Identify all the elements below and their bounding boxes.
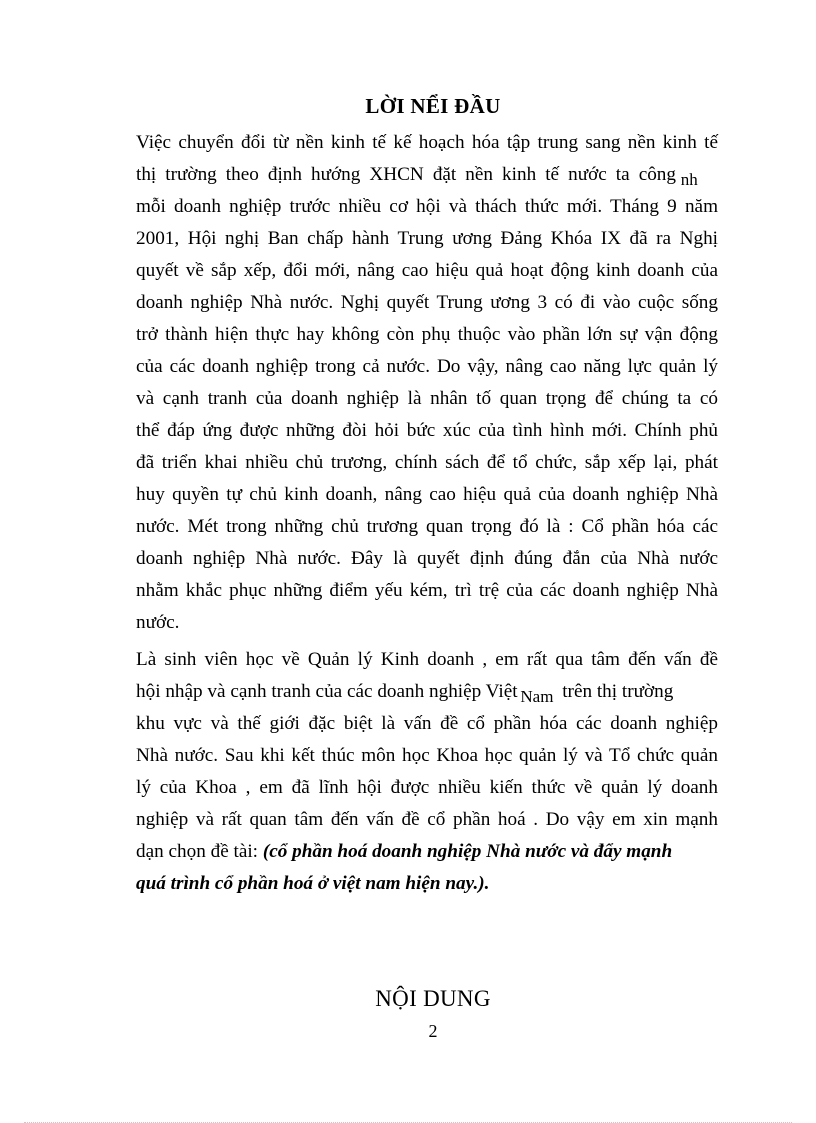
text-line [136, 840, 718, 864]
text-line: nước. [136, 612, 180, 633]
text-line [136, 163, 718, 187]
text-line: Việc chuyển đổi từ nền kinh tế kế hoạch hóa tập trung sang nền kinh tế [136, 132, 718, 153]
text-line-part: hội nhập và cạnh tranh của các doanh nghiệp Việt [136, 681, 518, 702]
text-line: lý của Khoa , em đã lĩnh hội được nhiều kiến thức về quản lý doanh [136, 777, 718, 798]
text-line-part: dạn chọn đề tài: [136, 841, 259, 862]
text-line-part: Nam [520, 687, 554, 706]
text-line [136, 680, 718, 704]
text-line: và cạnh tranh của doanh nghiệp là nhân tố quan trọng để chúng ta có [136, 388, 718, 409]
page-heading: LỜI NỂI ĐẦU [365, 94, 501, 118]
text-line: huy quyền tự chủ kinh doanh, nâng cao hiệu quả của doanh nghiệp Nhà [136, 484, 718, 505]
text-line: của các doanh nghiệp trong cả nước. Do vậy, nâng cao năng lực quản lý [136, 356, 718, 377]
text-line-part: nh [680, 170, 698, 189]
topic-title: (cổ phần hoá doanh nghiệp Nhà nước và đẩy mạnh [262, 841, 673, 862]
text-line-part: trên thị trường [562, 681, 674, 702]
text-line: thể đáp ứng được những đòi hỏi bức xúc của tình hình mới. Chính phủ [136, 420, 718, 441]
text-line: nước. Mét trong những chủ trương quan trọng đó là : Cổ phần hóa các [136, 516, 718, 537]
text-line-part: thị trường theo định hướng XHCN đặt nền kinh tế nước ta công [136, 164, 676, 185]
section-heading: NỘI DUNG [375, 986, 491, 1011]
topic-title-continued: quá trình cổ phần hoá ở việt nam hiện nay.). [136, 873, 490, 894]
text-line: đã triển khai nhiều chủ trương, chính sách để tổ chức, sắp xếp lại, phát [136, 452, 718, 473]
page-number: 2 [428, 1021, 438, 1041]
text-line: Nhà nước. Sau khi kết thúc môn học Khoa học quản lý và Tổ chức quản [136, 745, 718, 766]
text-line: nghiệp và rất quan tâm đến vấn đề cổ phần hoá . Do vậy em xin mạnh [136, 809, 718, 830]
text-line: doanh nghiệp Nhà nước. Nghị quyết Trung ương 3 có đi vào cuộc sống [136, 292, 718, 313]
text-line: 2001, Hội nghị Ban chấp hành Trung ương Đảng Khóa IX đã ra Nghị [136, 228, 718, 249]
text-line: doanh nghiệp Nhà nước. Đây là quyết định đúng đắn của Nhà nước [136, 548, 718, 569]
text-line: trở thành hiện thực hay không còn phụ thuộc vào phần lớn sự vận động [136, 324, 718, 345]
text-line: khu vực và thế giới đặc biệt là vấn đề cổ phần hóa các doanh nghiệp [136, 713, 718, 734]
text-line: mỗi doanh nghiệp trước nhiều cơ hội và thách thức mới. Tháng 9 năm [136, 196, 718, 217]
text-line: Là sinh viên học về Quản lý Kinh doanh , em rất qua tâm đến vấn đề [136, 649, 718, 670]
text-line: quyết về sắp xếp, đổi mới, nâng cao hiệu quả hoạt động kinh doanh của [136, 260, 718, 281]
text-line: nhằm khắc phục những điểm yếu kém, trì trệ của các doanh nghiệp Nhà [136, 580, 718, 601]
